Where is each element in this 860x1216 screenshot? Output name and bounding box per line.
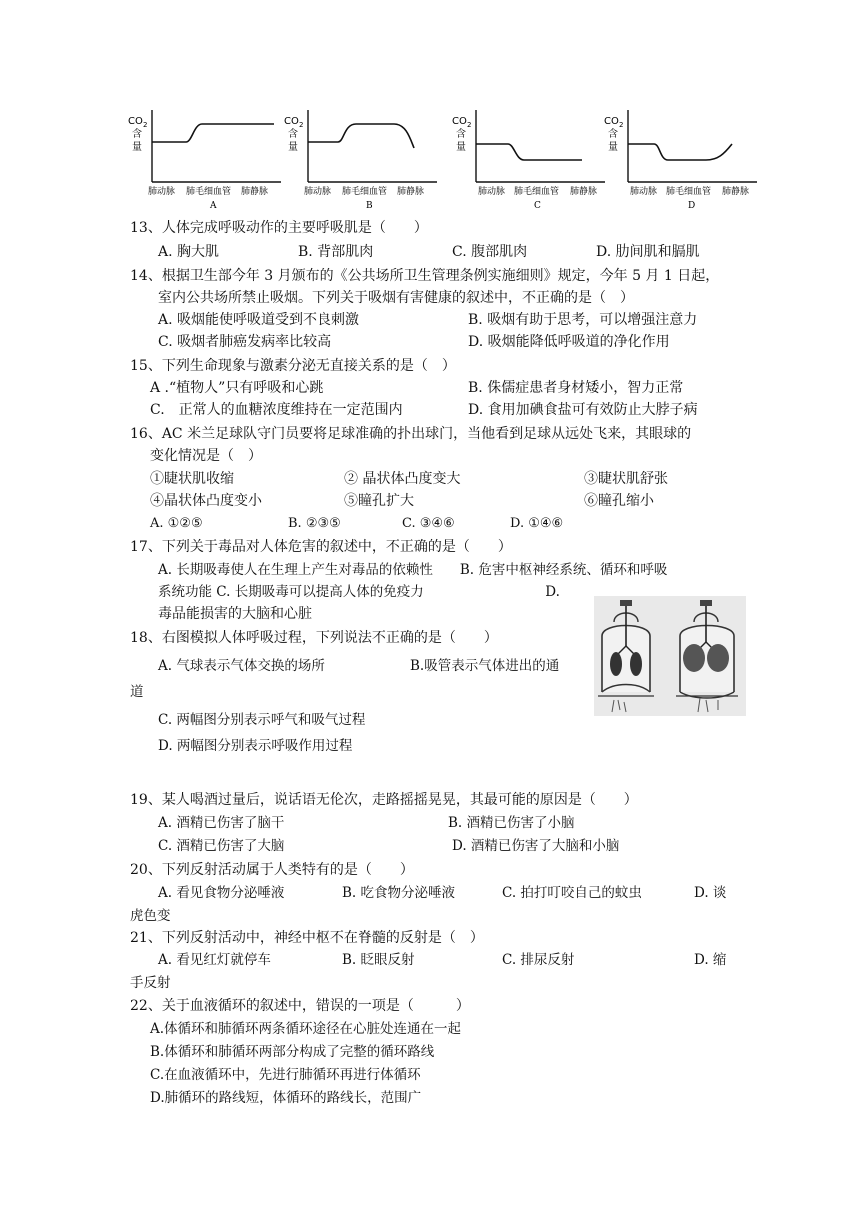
- balloon-left-2: [630, 652, 642, 676]
- q13-option-c: C. 腹部肌肉: [452, 244, 528, 260]
- q18-stem: 18、右图模拟人体呼吸过程，下列说法不正确的是（ ）: [130, 630, 498, 646]
- q21-option-d: D. 缩: [694, 952, 727, 968]
- q22-option-b: B.体循环和肺循环两部分构成了完整的循环路线: [150, 1044, 435, 1060]
- q13-option-a: A. 胸大肌: [158, 244, 220, 260]
- y-label-sub: 2: [467, 121, 472, 129]
- q15-option-c: C. 正常人的血糖浓度维持在一定范围内: [150, 402, 403, 418]
- q22-option-a: A.体循环和肺循环两条循环途径在心脏处连通在一起: [150, 1021, 462, 1037]
- q20-option-d-cont: 虎色变: [130, 908, 171, 924]
- chart-letter: A: [210, 201, 217, 211]
- bell-jar-left: [598, 600, 654, 712]
- q22-stem: 22、关于血液循环的叙述中，错误的一项是（ ）: [130, 998, 470, 1014]
- q16-item-4: ④晶状体凸度变小: [150, 493, 262, 509]
- q20-option-d: D. 谈: [694, 885, 727, 901]
- co2-chart-c: [450, 104, 610, 212]
- x-label-2: 肺毛细血管: [666, 187, 712, 197]
- q22-option-d: D.肺循环的路线短，体循环的路线长，范围广: [150, 1090, 422, 1106]
- q16-item-3: ③睫状肌舒张: [584, 471, 668, 487]
- co2-curve: [152, 124, 274, 142]
- co2-chart-b-svg: [282, 104, 442, 212]
- x-label-3: 肺静脉: [722, 187, 750, 197]
- q20-option-c: C. 拍打叮咬自己的蚊虫: [502, 885, 642, 901]
- chart-letter: D: [688, 201, 696, 211]
- chart-letter: B: [366, 201, 373, 211]
- bell-jar-right: [676, 600, 738, 712]
- y-label-sub: 2: [299, 121, 304, 129]
- q17-stem: 17、下列关于毒品对人体危害的叙述中，不正确的是（ ）: [130, 539, 512, 555]
- y-label-liang: 量: [288, 142, 298, 153]
- y-label-co: CO: [452, 116, 467, 127]
- co2-chart-d: [602, 104, 762, 212]
- q18-option-c: C. 两幅图分别表示呼气和吸气过程: [158, 712, 366, 728]
- balloon-right-1: [683, 644, 705, 672]
- q16-stem-line2: 变化情况是（ ）: [150, 448, 262, 464]
- q18-option-d: D. 两幅图分别表示呼吸作用过程: [158, 738, 353, 754]
- co2-chart-b: [282, 104, 442, 212]
- q21-stem: 21、下列反射活动中，神经中枢不在脊髓的反射是（ ）: [130, 930, 484, 946]
- q21-option-d-cont: 手反射: [130, 975, 171, 991]
- q16-stem-line1: 16、AC 米兰足球队守门员要将足球准确的扑出球门，当他看到足球从远处飞来，其眼球的: [130, 426, 692, 442]
- y-label-liang: 量: [132, 142, 142, 153]
- q13-option-b: B. 背部肌肉: [298, 244, 374, 260]
- q14-option-d: D. 吸烟能降低呼吸道的净化作用: [468, 334, 670, 350]
- balloon-right-2: [707, 644, 729, 672]
- co2-chart-c-svg: [450, 104, 610, 212]
- q19-option-c: C. 酒精已伤害了大脑: [158, 838, 285, 854]
- y-label-liang: 量: [608, 142, 618, 153]
- q21-option-b: B. 眨眼反射: [342, 952, 415, 968]
- q15-option-a: A .“植物人”只有呼吸和心跳: [150, 380, 324, 396]
- q21-option-a: A. 看见红灯就停车: [158, 952, 271, 968]
- y-label-han: 含: [132, 129, 142, 140]
- q19-option-d: D. 酒精已伤害了大脑和小脑: [452, 838, 620, 854]
- chart-letter: C: [534, 201, 541, 211]
- q14-stem-line1: 14、根据卫生部今年 3 月颁布的《公共场所卫生管理条例实施细则》规定，今年 5 月 1 日起，: [130, 268, 720, 284]
- x-label-2: 肺毛细血管: [342, 187, 388, 197]
- q19-stem: 19、某人喝酒过量后，说话语无伦次，走路摇摇晃晃，其最可能的原因是（ ）: [130, 792, 638, 808]
- q14-option-b: B. 吸烟有助于思考，可以增强注意力: [468, 312, 698, 328]
- q20-option-a: A. 看见食物分泌唾液: [158, 885, 285, 901]
- y-label-sub: 2: [143, 121, 148, 129]
- co2-curve: [628, 144, 732, 160]
- x-label-2: 肺毛细血管: [514, 187, 560, 197]
- x-label-1: 肺动脉: [148, 187, 176, 197]
- q19-option-a: A. 酒精已伤害了脑干: [158, 815, 285, 831]
- q13-option-d: D. 肋间肌和膈肌: [596, 244, 700, 260]
- x-label-3: 肺静脉: [241, 187, 269, 197]
- q16-item-1: ①睫状肌收缩: [150, 471, 234, 487]
- q14-stem-line2: 室内公共场所禁止吸烟。下列关于吸烟有害健康的叙述中，不正确的是（ ）: [158, 290, 634, 306]
- co2-chart-d-svg: [602, 104, 762, 212]
- y-label-co: CO: [128, 116, 143, 127]
- y-label-co: CO: [604, 116, 619, 127]
- q16-option-d: D. ①④⑥: [510, 516, 564, 531]
- x-label-2: 肺毛细血管: [186, 187, 232, 197]
- q16-item-6: ⑥瞳孔缩小: [584, 493, 654, 509]
- x-label-1: 肺动脉: [478, 187, 506, 197]
- q17-line1: A. 长期吸毒使人在生理上产生对毒品的依赖性 B. 危害中枢神经系统、循环和呼吸: [158, 562, 668, 578]
- x-label-1: 肺动脉: [304, 187, 332, 197]
- q15-option-d: D. 食用加碘食盐可有效防止大脖子病: [468, 402, 698, 418]
- co2-chart-a-svg: [126, 104, 286, 212]
- x-label-1: 肺动脉: [630, 187, 658, 197]
- q14-option-c: C. 吸烟者肺癌发病率比较高: [158, 334, 332, 350]
- q16-option-b: B. ②③⑤: [288, 516, 341, 531]
- y-label-co: CO: [284, 116, 299, 127]
- q19-option-b: B. 酒精已伤害了小脑: [448, 815, 575, 831]
- q18-option-b: B.吸管表示气体进出的通: [410, 658, 560, 674]
- q20-stem: 20、下列反射活动属于人类特有的是（ ）: [130, 862, 414, 878]
- q18-option-b-cont: 道: [130, 684, 144, 700]
- y-label-han: 含: [456, 129, 466, 140]
- q18-option-a: A. 气球表示气体交换的场所: [158, 658, 325, 674]
- q16-item-5: ⑤瞳孔扩大: [344, 493, 414, 509]
- q21-option-c: C. 排尿反射: [502, 952, 575, 968]
- q22-option-c: C.在血液循环中，先进行肺循环再进行体循环: [150, 1067, 421, 1083]
- q16-item-2: ② 晶状体凸度变大: [344, 471, 461, 487]
- breathing-model-figure: [594, 596, 746, 716]
- y-label-liang: 量: [456, 142, 466, 153]
- q16-option-c: C. ③④⑥: [402, 516, 455, 531]
- q13-stem: 13、人体完成呼吸动作的主要呼吸肌是（ ）: [130, 220, 428, 236]
- bell-jar-svg: [594, 596, 746, 716]
- x-label-3: 肺静脉: [397, 187, 425, 197]
- co2-curve: [476, 144, 582, 160]
- y-label-han: 含: [288, 129, 298, 140]
- q20-option-b: B. 吃食物分泌唾液: [342, 885, 456, 901]
- q17-line2: 系统功能 C. 长期吸毒可以提高人体的免疫力 D.: [158, 584, 560, 600]
- y-label-han: 含: [608, 129, 618, 140]
- co2-curve: [308, 124, 414, 148]
- q15-stem: 15、下列生命现象与激素分泌无直接关系的是（ ）: [130, 358, 456, 374]
- co2-chart-a: [126, 104, 286, 212]
- q14-option-a: A. 吸烟能使呼吸道受到不良刺激: [158, 312, 360, 328]
- y-label-sub: 2: [619, 121, 624, 129]
- x-label-3: 肺静脉: [570, 187, 598, 197]
- balloon-left-1: [610, 652, 622, 676]
- q15-option-b: B. 侏儒症患者身材矮小，智力正常: [468, 380, 684, 396]
- q17-line3: 毒品能损害的大脑和心脏: [158, 606, 312, 622]
- q16-option-a: A. ①②⑤: [150, 516, 203, 531]
